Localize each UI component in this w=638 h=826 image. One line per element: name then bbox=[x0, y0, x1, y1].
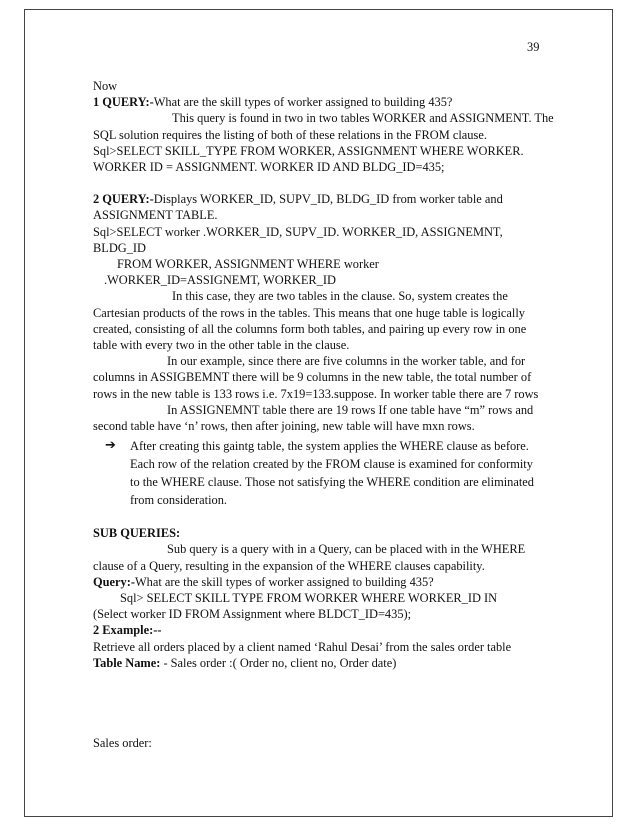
line-text: In this case, they are two tables in the clause. So, system creates the bbox=[172, 289, 508, 304]
line-text: This query is found in two in two tables WORKER and ASSIGNMENT. The bbox=[172, 111, 554, 126]
text-line bbox=[93, 272, 563, 288]
line-text: What are the skill types of worker assigned to building 435? bbox=[153, 95, 453, 110]
text-line: second table have ‘n’ rows, then after joining, new table will have mxn rows. bbox=[93, 419, 475, 434]
line-text: FROM WORKER, ASSIGNMENT WHERE worker bbox=[117, 257, 379, 272]
paragraph-block-subqueries bbox=[93, 509, 563, 671]
text-line: (Select worker ID FROM Assignment where BLDCT_ID=435); bbox=[93, 607, 412, 622]
blank-line bbox=[93, 509, 563, 525]
line-text: Sub query is a query with in a Query, can be placed with in the WHERE bbox=[167, 542, 526, 557]
text-line bbox=[93, 590, 563, 606]
blank-line bbox=[93, 175, 563, 191]
arrow-bullet-text bbox=[130, 437, 563, 509]
text-line: columns in ASSIGBEMNT there will be 9 columns in the new table, the total number of bbox=[93, 370, 532, 385]
line-text: Sql> SELECT SKILL TYPE FROM WORKER WHERE WORKER_ID IN bbox=[120, 591, 498, 606]
text-line: After creating this gaintg table, the system applies the WHERE clause as before. bbox=[130, 439, 529, 454]
text-line bbox=[93, 256, 563, 272]
text-line bbox=[93, 288, 563, 304]
bold-label: Query:- bbox=[93, 574, 135, 589]
text-line: to the WHERE clause. Those not satisfying the WHERE condition are eliminated bbox=[130, 475, 534, 490]
line-text: In ASSIGNEMNT table there are 19 rows If one table have “m” rows and bbox=[167, 402, 534, 417]
document-body bbox=[93, 78, 563, 671]
bold-label: Table Name: bbox=[93, 655, 161, 670]
text-line: created, consisting of all the columns form both tables, and pairing up every row in one bbox=[93, 321, 527, 336]
arrow-bullet bbox=[93, 437, 563, 509]
paragraph-block-joins bbox=[93, 78, 563, 434]
text-line: ASSIGNMENT TABLE. bbox=[93, 208, 218, 223]
text-line bbox=[93, 353, 563, 369]
text-line: from consideration. bbox=[130, 493, 228, 508]
line-text: What are the skill types of worker assigned to building 435? bbox=[134, 574, 434, 589]
text-line: Retrieve all orders placed by a client named ‘Rahul Desai’ from the sales order table bbox=[93, 639, 512, 654]
bold-label: 2 QUERY:- bbox=[93, 192, 154, 207]
text-line: BLDG_ID bbox=[93, 240, 146, 255]
bold-label: SUB QUERIES: bbox=[93, 526, 181, 541]
heading-line bbox=[93, 191, 563, 207]
line-text: - Sales order :( Order no, client no, Order date) bbox=[160, 655, 397, 670]
text-line: Now bbox=[93, 79, 118, 93]
text-line: clause of a Query, resulting in the expansion of the WHERE clauses capability. bbox=[93, 558, 485, 573]
bold-label: 1 QUERY:- bbox=[93, 95, 154, 110]
line-text: In our example, since there are five columns in the worker table, and for bbox=[167, 354, 526, 369]
heading-line bbox=[93, 525, 563, 541]
text-line: Sql>SELECT worker .WORKER_ID, SUPV_ID. WORKER_ID, ASSIGNEMNT, bbox=[93, 224, 503, 239]
sales-order-label: Sales order: bbox=[93, 736, 152, 750]
line-text: Displays WORKER_ID, SUPV_ID, BLDG_ID from worker table and bbox=[153, 192, 503, 207]
heading-line bbox=[93, 655, 563, 671]
heading-line bbox=[93, 574, 563, 590]
line-text: .WORKER_ID=ASSIGNEMT, WORKER_ID bbox=[104, 273, 336, 288]
text-line: Each row of the relation created by the FROM clause is examined for conformity bbox=[130, 457, 533, 472]
text-line: table with every two in the other table in the clause. bbox=[93, 338, 350, 353]
text-line: Sql>SELECT SKILL_TYPE FROM WORKER, ASSIGNMENT WHERE WORKER. bbox=[93, 143, 524, 158]
text-line: Cartesian products of the rows in the tables. This means that one huge table is logically bbox=[93, 305, 525, 320]
text-line: SQL solution requires the listing of both of these relations in the FROM clause. bbox=[93, 127, 487, 142]
text-line bbox=[93, 402, 563, 418]
page-number: 39 bbox=[527, 40, 540, 54]
heading-line bbox=[93, 622, 563, 638]
text-line: rows in the new table is 133 rows i.e. 7x19=133.suppose. In worker table there are 7 rows bbox=[93, 386, 539, 401]
text-line: WORKER ID = ASSIGNMENT. WORKER ID AND BLDG_ID=435; bbox=[93, 160, 445, 175]
right-arrow-icon: ➔ bbox=[105, 438, 116, 454]
text-line bbox=[93, 541, 563, 557]
heading-line bbox=[93, 94, 563, 110]
bold-label: 2 Example:-- bbox=[93, 623, 162, 638]
text-line bbox=[93, 110, 563, 126]
